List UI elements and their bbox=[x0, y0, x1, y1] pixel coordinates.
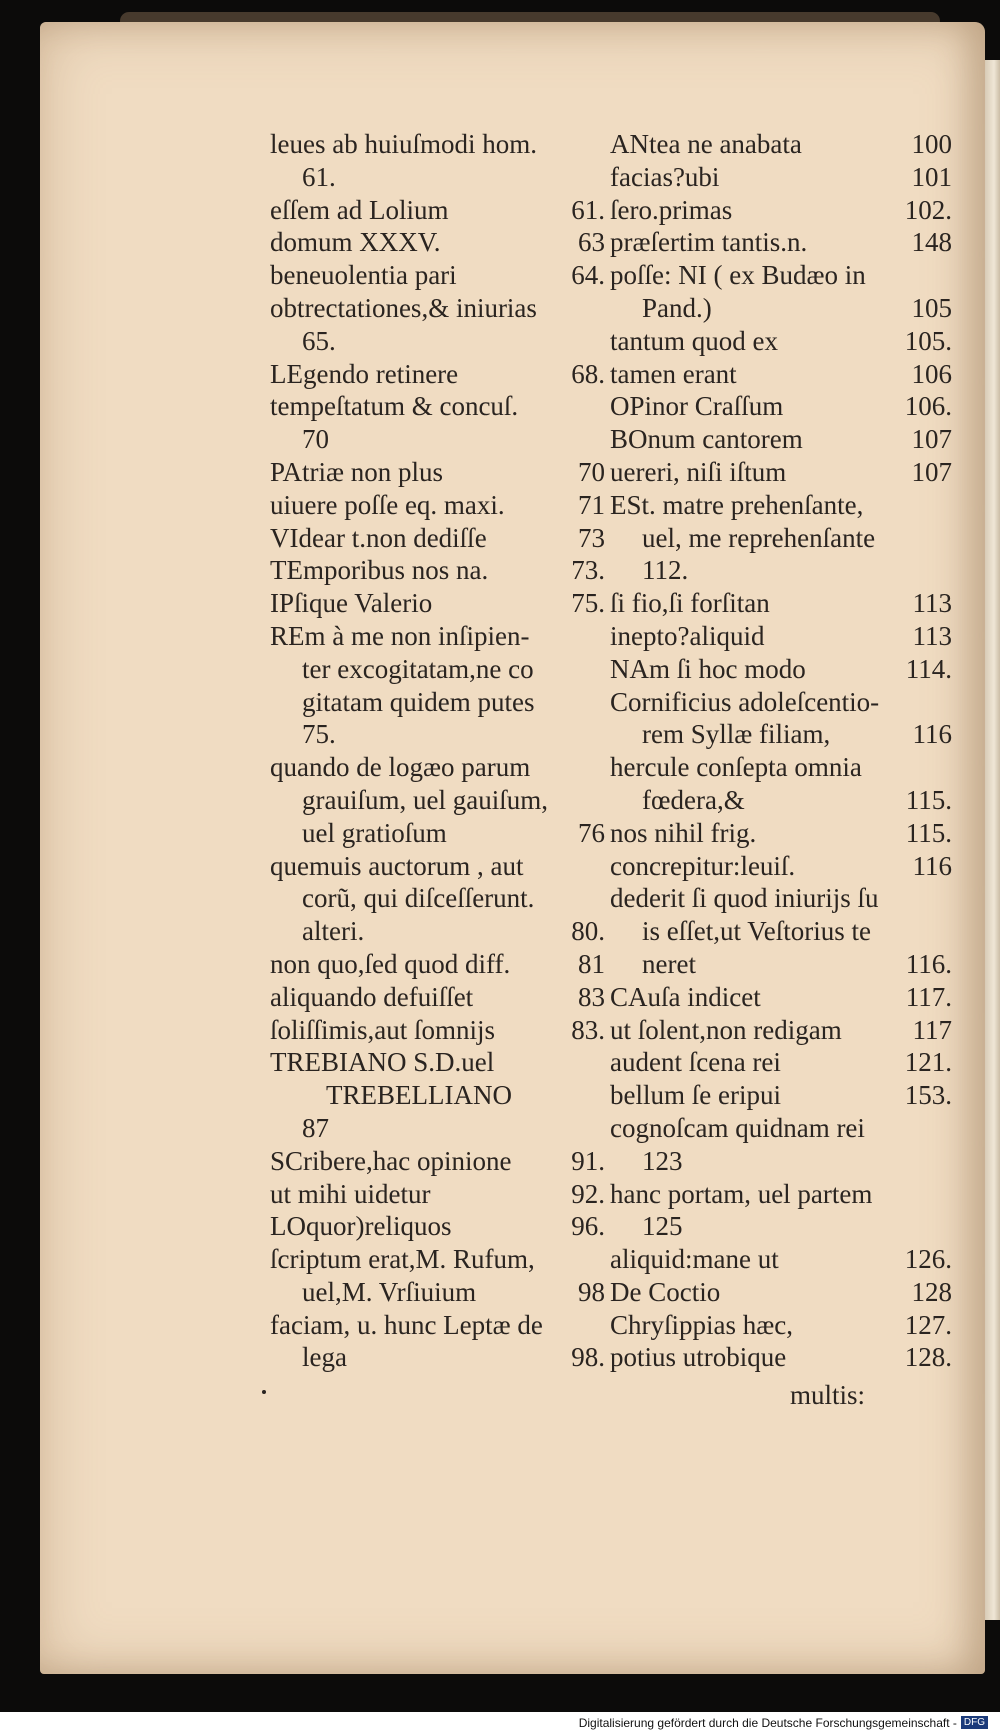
index-line bbox=[270, 423, 605, 456]
index-line bbox=[610, 751, 952, 784]
index-line bbox=[270, 817, 605, 850]
entry-text: TREBELLIANO bbox=[326, 1080, 512, 1111]
index-line bbox=[270, 1210, 605, 1243]
page-number: 115. bbox=[905, 817, 952, 848]
page-number: 73. bbox=[571, 555, 605, 586]
entry-text: ter excogitatam,ne co bbox=[302, 653, 534, 684]
index-line bbox=[610, 882, 952, 915]
index-line bbox=[270, 948, 605, 981]
page-number: 98 bbox=[578, 1276, 605, 1307]
index-entry bbox=[270, 194, 605, 227]
index-line bbox=[270, 194, 605, 227]
page-number: 126. bbox=[904, 1244, 952, 1275]
index-entry bbox=[270, 981, 605, 1014]
index-line bbox=[610, 718, 952, 751]
index-entry bbox=[270, 1014, 605, 1047]
index-line bbox=[270, 751, 605, 784]
entry-text: BOnum cantorem bbox=[610, 424, 803, 455]
index-entry bbox=[610, 620, 952, 653]
index-line bbox=[270, 161, 605, 194]
index-line bbox=[270, 882, 605, 915]
index-entry bbox=[610, 128, 952, 161]
index-line bbox=[270, 1079, 605, 1112]
entry-text: is eſſet,ut Veſtorius te bbox=[642, 916, 871, 947]
index-line bbox=[270, 1341, 605, 1374]
entry-text: faciam, u. hunc Leptæ de bbox=[270, 1309, 543, 1340]
index-entry bbox=[610, 1243, 952, 1276]
entry-text: facias?ubi bbox=[610, 161, 720, 192]
entry-text: IPſique Valerio bbox=[270, 588, 433, 619]
index-line bbox=[610, 686, 952, 719]
index-entry bbox=[610, 226, 952, 259]
entry-text: Cornificius adoleſcentio- bbox=[610, 686, 880, 717]
index-line bbox=[610, 1210, 952, 1243]
digitization-footer bbox=[0, 1712, 1000, 1733]
entry-text: domum XXXV. bbox=[270, 227, 441, 258]
entry-text: 61. bbox=[302, 161, 336, 192]
index-line bbox=[270, 981, 605, 1014]
index-entry bbox=[610, 194, 952, 227]
index-line bbox=[270, 620, 605, 653]
index-line bbox=[610, 1112, 952, 1145]
index-entry bbox=[610, 1309, 952, 1342]
index-entry bbox=[610, 1341, 952, 1374]
index-column-right bbox=[610, 128, 952, 1374]
index-line bbox=[610, 1243, 952, 1276]
index-entry bbox=[610, 489, 952, 587]
page-number: 113 bbox=[912, 620, 952, 651]
entry-text: nos nihil frig. bbox=[610, 817, 757, 848]
index-line bbox=[270, 784, 605, 817]
page-edge bbox=[985, 60, 1000, 1620]
index-line bbox=[270, 1046, 605, 1079]
entry-text: obtrectationes,& iniurias bbox=[270, 292, 537, 323]
entry-text: ſero.primas bbox=[610, 194, 733, 225]
index-entry bbox=[270, 948, 605, 981]
index-line bbox=[610, 1014, 952, 1047]
page-number: 148 bbox=[911, 227, 952, 258]
index-entry bbox=[270, 522, 605, 555]
page-number: 73 bbox=[578, 522, 605, 553]
index-line bbox=[270, 456, 605, 489]
page-number: 102. bbox=[904, 194, 952, 225]
dfg-logo: DFG bbox=[961, 1716, 988, 1729]
index-entry bbox=[610, 325, 952, 358]
page-number: 117. bbox=[905, 981, 952, 1012]
page-number: 106. bbox=[904, 391, 952, 422]
index-entry bbox=[610, 456, 952, 489]
entry-text: LOquor)reliquos bbox=[270, 1211, 452, 1242]
page-number: 68. bbox=[571, 358, 605, 389]
entry-text: lega bbox=[302, 1342, 347, 1373]
entry-text: eſſem ad Lolium bbox=[270, 194, 449, 225]
index-line bbox=[270, 718, 605, 751]
entry-text: dederit ſi quod iniurijs ſu bbox=[610, 883, 879, 914]
index-line bbox=[610, 653, 952, 686]
index-entry bbox=[610, 751, 952, 817]
entry-text: corũ, qui diſceſſerunt. bbox=[302, 883, 535, 914]
entry-text: 65. bbox=[302, 325, 336, 356]
page-number: 98. bbox=[571, 1342, 605, 1373]
entry-text: alteri. bbox=[302, 916, 365, 947]
index-entry bbox=[610, 390, 952, 423]
index-line bbox=[610, 620, 952, 653]
index-entry bbox=[270, 128, 605, 194]
entry-text: leues ab huiuſmodi hom. bbox=[270, 129, 537, 159]
page-number: 61. bbox=[571, 194, 605, 225]
page-number: 128. bbox=[904, 1342, 952, 1373]
index-entry bbox=[610, 850, 952, 883]
page-number: 75. bbox=[571, 588, 605, 619]
entry-text: uel gratioſum bbox=[302, 817, 447, 848]
entry-text: De Coctio bbox=[610, 1276, 721, 1307]
index-entry bbox=[270, 390, 605, 456]
entry-text: TEmporibus nos na. bbox=[270, 555, 489, 586]
entry-text: quando de logæo parum bbox=[270, 752, 531, 783]
index-entry bbox=[610, 882, 952, 980]
entry-text: Chryſippias hæc, bbox=[610, 1309, 793, 1340]
index-entry bbox=[610, 1178, 952, 1244]
entry-text: TREBIANO S.D.uel bbox=[270, 1047, 495, 1078]
index-line bbox=[270, 850, 605, 883]
entry-text: uiuere poſſe eq. maxi. bbox=[270, 489, 505, 520]
catchword: multis: bbox=[790, 1380, 866, 1410]
entry-text: præſertim tantis.n. bbox=[610, 227, 808, 258]
ink-dot bbox=[262, 1390, 266, 1394]
index-line bbox=[610, 1079, 952, 1112]
index-entry bbox=[270, 1210, 605, 1243]
index-line bbox=[610, 456, 952, 489]
entry-text: PAtriæ non plus bbox=[270, 456, 444, 487]
page-number: 113 bbox=[912, 588, 952, 619]
index-line bbox=[610, 194, 952, 227]
entry-text: audent ſcena rei bbox=[610, 1047, 781, 1078]
index-entry bbox=[610, 1014, 952, 1047]
index-entry bbox=[270, 292, 605, 358]
index-line bbox=[610, 522, 952, 555]
index-entry bbox=[270, 751, 605, 849]
index-entry bbox=[270, 1178, 605, 1211]
index-entry bbox=[270, 554, 605, 587]
index-entry bbox=[610, 686, 952, 752]
index-line bbox=[270, 686, 605, 719]
entry-text: gitatam quidem putes bbox=[302, 686, 535, 717]
index-line bbox=[270, 1243, 605, 1276]
entry-text: OPinor Craſſum bbox=[610, 391, 784, 422]
entry-text: ANtea ne anabata bbox=[610, 129, 802, 159]
page-number: 105. bbox=[904, 325, 952, 356]
index-entry bbox=[610, 1276, 952, 1309]
entry-text: tempeſtatum & concuſ. bbox=[270, 391, 519, 422]
index-entry bbox=[610, 1046, 952, 1079]
entry-text: rem Syllæ filiam, bbox=[642, 719, 831, 750]
page-number: 76 bbox=[578, 817, 605, 848]
entry-text: 112. bbox=[642, 555, 689, 586]
page-number: 117 bbox=[912, 1014, 952, 1045]
entry-text: potius utrobique bbox=[610, 1342, 787, 1373]
index-line bbox=[610, 423, 952, 456]
entry-text: uel,M. Vrſiuium bbox=[302, 1276, 477, 1307]
index-line bbox=[270, 292, 605, 325]
index-line bbox=[610, 981, 952, 1014]
entry-text: aliquando defuiſſet bbox=[270, 981, 474, 1012]
page-number: 92. bbox=[571, 1178, 605, 1209]
entry-text: 87 bbox=[302, 1112, 329, 1143]
entry-text: 70 bbox=[302, 424, 329, 455]
index-entry bbox=[610, 161, 952, 194]
entry-text: quemuis auctorum , aut bbox=[270, 850, 524, 881]
entry-text: non quo,ſed quod diff. bbox=[270, 948, 511, 979]
index-entry bbox=[270, 358, 605, 391]
entry-text: beneuolentia pari bbox=[270, 260, 457, 291]
entry-text: ſoliſſimis,aut ſomnijs bbox=[270, 1014, 496, 1045]
index-line bbox=[610, 325, 952, 358]
entry-text: ut mihi uidetur bbox=[270, 1178, 431, 1209]
page-number: 64. bbox=[571, 260, 605, 291]
page-number: 81 bbox=[578, 948, 605, 979]
entry-text: NAm ſi hoc modo bbox=[610, 653, 806, 684]
page-number: 127. bbox=[904, 1309, 952, 1340]
index-entry bbox=[270, 259, 605, 292]
index-line bbox=[270, 489, 605, 522]
index-line bbox=[610, 226, 952, 259]
entry-text: aliquid:mane ut bbox=[610, 1244, 779, 1275]
index-line bbox=[610, 1309, 952, 1342]
footer-text: Digitalisierung gefördert durch die Deutsche Forschungsgemeinschaft - bbox=[578, 1715, 957, 1730]
index-line bbox=[610, 948, 952, 981]
entry-text: 125 bbox=[642, 1211, 683, 1242]
index-line bbox=[270, 1309, 605, 1342]
page-number: 116 bbox=[912, 850, 952, 881]
entry-text: uel, me reprehenſante bbox=[642, 522, 876, 553]
index-line bbox=[270, 1178, 605, 1211]
index-entry bbox=[270, 1145, 605, 1178]
entry-text: inepto?aliquid bbox=[610, 620, 765, 651]
entry-text: concrepitur:leuiſ. bbox=[610, 850, 796, 881]
index-entry bbox=[610, 981, 952, 1014]
page-number: 116 bbox=[912, 719, 952, 750]
entry-text: neret bbox=[642, 948, 696, 979]
index-line bbox=[610, 1145, 952, 1178]
entry-text: hercule conſepta omnia bbox=[610, 752, 862, 783]
index-line bbox=[610, 292, 952, 325]
index-line bbox=[610, 489, 952, 522]
index-line bbox=[270, 522, 605, 555]
index-entry bbox=[270, 850, 605, 948]
entry-text: tantum quod ex bbox=[610, 325, 778, 356]
page-number: 63 bbox=[578, 227, 605, 258]
page-number: 115. bbox=[905, 784, 952, 815]
page-number: 116. bbox=[905, 948, 952, 979]
index-entry bbox=[270, 1243, 605, 1309]
page-number: 106 bbox=[911, 358, 952, 389]
entry-text: uereri, niſi iſtum bbox=[610, 456, 787, 487]
index-entry bbox=[610, 817, 952, 850]
entry-text: ut ſolent,non redigam bbox=[610, 1014, 842, 1045]
entry-text: Pand.) bbox=[642, 292, 712, 323]
page-number: 71 bbox=[578, 489, 605, 520]
index-line bbox=[270, 1112, 605, 1145]
index-line bbox=[610, 850, 952, 883]
index-entry bbox=[610, 1112, 952, 1178]
page-number: 70 bbox=[578, 456, 605, 487]
index-line bbox=[270, 1276, 605, 1309]
entry-text: 75. bbox=[302, 719, 336, 750]
index-column-left bbox=[270, 128, 605, 1374]
index-entry bbox=[610, 653, 952, 686]
index-entry bbox=[270, 456, 605, 489]
page-number: 91. bbox=[571, 1145, 605, 1176]
entry-text: REm à me non inſipien- bbox=[270, 620, 530, 651]
index-line bbox=[270, 259, 605, 292]
index-line bbox=[270, 390, 605, 423]
page-number: 80. bbox=[571, 916, 605, 947]
index-line bbox=[610, 915, 952, 948]
index-line bbox=[610, 128, 952, 161]
index-line bbox=[610, 1178, 952, 1211]
index-line bbox=[270, 1145, 605, 1178]
index-entry bbox=[610, 259, 952, 325]
index-entry bbox=[270, 489, 605, 522]
index-entry bbox=[610, 587, 952, 620]
page-number: 105 bbox=[911, 292, 952, 323]
index-line bbox=[610, 1046, 952, 1079]
page-number: 83 bbox=[578, 981, 605, 1012]
index-line bbox=[270, 358, 605, 391]
index-entry bbox=[610, 358, 952, 391]
page-number: 83. bbox=[571, 1014, 605, 1045]
entry-text: VIdear t.non dediſſe bbox=[270, 522, 487, 553]
entry-text: grauiſum, uel gauiſum, bbox=[302, 784, 548, 815]
entry-text: fœdera,& bbox=[642, 784, 745, 815]
index-line bbox=[270, 587, 605, 620]
index-entry bbox=[270, 226, 605, 259]
entry-text: ſcriptum erat,M. Rufum, bbox=[270, 1244, 535, 1275]
entry-text: LEgendo retinere bbox=[270, 358, 459, 389]
index-entry bbox=[270, 1309, 605, 1375]
index-line bbox=[610, 161, 952, 194]
index-line bbox=[610, 259, 952, 292]
entry-text: ſi fio,ſi forſitan bbox=[610, 588, 770, 619]
page-number: 100 bbox=[911, 129, 952, 159]
page-number: 153. bbox=[904, 1080, 952, 1111]
index-entry bbox=[610, 423, 952, 456]
index-line bbox=[610, 587, 952, 620]
index-line bbox=[270, 226, 605, 259]
index-line bbox=[270, 325, 605, 358]
entry-text: 123 bbox=[642, 1145, 683, 1176]
page-number: 128 bbox=[911, 1276, 952, 1307]
index-entry bbox=[270, 1046, 605, 1144]
entry-text: cognoſcam quidnam rei bbox=[610, 1112, 865, 1143]
page-number: 107 bbox=[911, 456, 952, 487]
page-number: 114. bbox=[905, 653, 952, 684]
index-line bbox=[270, 915, 605, 948]
page-number: 96. bbox=[571, 1211, 605, 1242]
index-line bbox=[270, 554, 605, 587]
entry-text: hanc portam, uel partem bbox=[610, 1178, 873, 1209]
index-line bbox=[610, 1276, 952, 1309]
index-line bbox=[610, 1341, 952, 1374]
entry-text: SCribere,hac opinione bbox=[270, 1145, 512, 1176]
index-line bbox=[270, 1014, 605, 1047]
index-line bbox=[610, 358, 952, 391]
index-line bbox=[610, 817, 952, 850]
entry-text: tamen erant bbox=[610, 358, 737, 389]
page-number: 121. bbox=[904, 1047, 952, 1078]
entry-text: poſſe: NI ( ex Budæo in bbox=[610, 260, 866, 291]
index-line bbox=[270, 128, 605, 161]
index-entry bbox=[610, 1079, 952, 1112]
index-line bbox=[610, 554, 952, 587]
index-entry bbox=[270, 620, 605, 751]
entry-text: bellum ſe eripui bbox=[610, 1080, 781, 1111]
entry-text: CAuſa indicet bbox=[610, 981, 761, 1012]
index-line bbox=[610, 390, 952, 423]
index-line bbox=[610, 784, 952, 817]
entry-text: ESt. matre prehenſante, bbox=[610, 489, 864, 520]
page-number: 101 bbox=[911, 161, 952, 192]
index-entry bbox=[270, 587, 605, 620]
index-line bbox=[270, 653, 605, 686]
page-number: 107 bbox=[911, 424, 952, 455]
